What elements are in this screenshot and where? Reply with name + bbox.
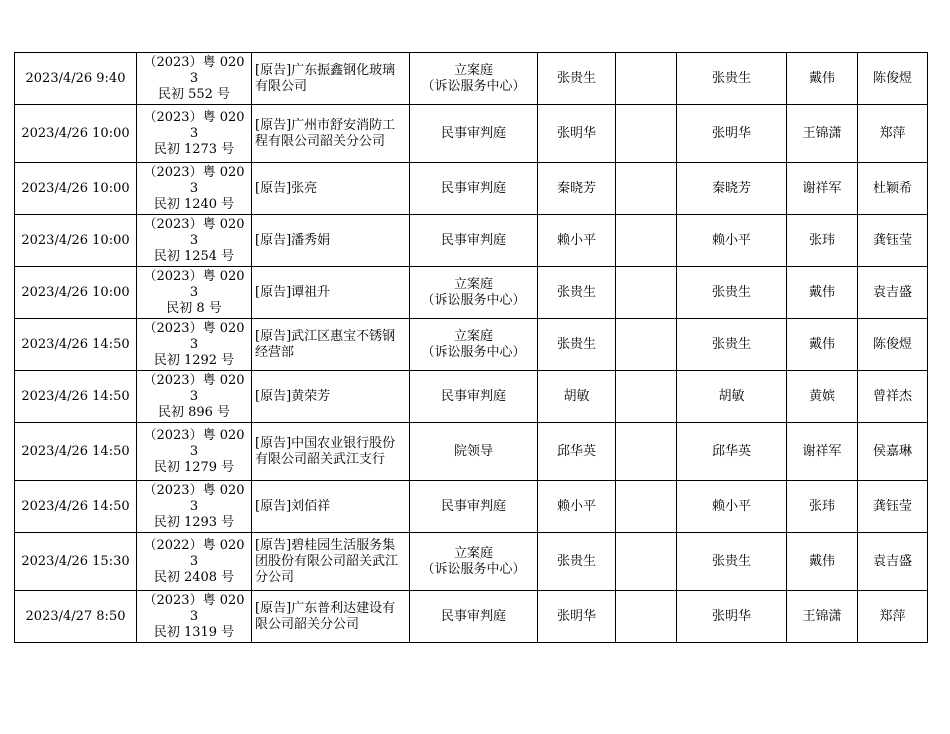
party-cell — [252, 53, 410, 105]
judge-cell — [538, 319, 616, 371]
assistant-name: 袁吉盛 — [872, 553, 912, 569]
party-cell — [252, 591, 410, 643]
assistant-name: 袁吉盛 — [872, 284, 912, 300]
hearing-time-cell — [15, 105, 137, 163]
empty-cell — [616, 591, 677, 643]
hearing-time: 2023/4/26 15:30 — [21, 553, 130, 569]
department-name: 立案庭 — [453, 276, 493, 292]
assistant-cell — [858, 591, 928, 643]
clerk-name: 戴伟 — [808, 284, 835, 300]
assistant-cell — [858, 267, 928, 319]
clerk-name: 张玮 — [808, 498, 835, 514]
assistant-name: 郑萍 — [879, 608, 906, 624]
case-number-suffix: 民初 2408 号 — [153, 569, 235, 585]
department-subname: （诉讼服务中心） — [421, 78, 526, 94]
judge-cell — [538, 481, 616, 533]
department-cell — [410, 215, 538, 267]
department-name: 院领导 — [453, 443, 493, 459]
empty-cell — [616, 163, 677, 215]
presiding-judge-name: 张明华 — [711, 125, 751, 141]
assistant-name: 杜颖希 — [872, 180, 912, 196]
case-number-prefix: （2023）粤 0203 — [143, 320, 245, 352]
assistant-name: 龚钰莹 — [872, 232, 912, 248]
hearing-time-cell — [15, 371, 137, 423]
table-body — [15, 53, 928, 643]
hearing-schedule-table — [14, 52, 928, 643]
presiding-judge-cell — [677, 105, 787, 163]
presiding-judge-cell — [677, 267, 787, 319]
party-name: [原告]谭祖升 — [255, 284, 331, 300]
presiding-judge-name: 张贵生 — [711, 284, 751, 300]
assistant-name: 郑萍 — [879, 125, 906, 141]
clerk-cell — [787, 105, 858, 163]
judge-cell — [538, 423, 616, 481]
hearing-time: 2023/4/26 10:00 — [21, 284, 130, 300]
assistant-cell — [858, 105, 928, 163]
judge-cell — [538, 371, 616, 423]
judge-name: 张贵生 — [556, 553, 596, 569]
assistant-cell — [858, 53, 928, 105]
hearing-time: 2023/4/27 8:50 — [25, 608, 126, 624]
department-cell — [410, 371, 538, 423]
clerk-name: 黄嫔 — [808, 388, 835, 404]
empty-cell — [616, 105, 677, 163]
case-number-cell — [137, 267, 252, 319]
clerk-cell — [787, 267, 858, 319]
judge-name: 张明华 — [556, 608, 596, 624]
judge-name: 张贵生 — [556, 70, 596, 86]
clerk-cell — [787, 423, 858, 481]
assistant-cell — [858, 163, 928, 215]
case-number-cell — [137, 423, 252, 481]
assistant-cell — [858, 533, 928, 591]
judge-name: 张贵生 — [556, 336, 596, 352]
department-name: 立案庭 — [453, 545, 493, 561]
presiding-judge-name: 张明华 — [711, 608, 751, 624]
hearing-time: 2023/4/26 9:40 — [25, 70, 126, 86]
clerk-name: 王锦潇 — [802, 125, 842, 141]
case-number-cell — [137, 591, 252, 643]
party-name: [原告]广州市舒安消防工程有限公司韶关分公司 — [255, 117, 396, 149]
party-cell — [252, 267, 410, 319]
judge-name: 邱华英 — [556, 443, 596, 459]
party-name: [原告]广东振鑫钢化玻璃有限公司 — [255, 62, 396, 94]
department-name: 民事审判庭 — [440, 180, 506, 196]
hearing-time: 2023/4/26 14:50 — [21, 443, 130, 459]
assistant-name: 陈俊煜 — [872, 70, 912, 86]
party-cell — [252, 481, 410, 533]
hearing-time-cell — [15, 163, 137, 215]
case-number-prefix: （2023）粤 0203 — [143, 109, 245, 141]
assistant-cell — [858, 319, 928, 371]
hearing-time-cell — [15, 319, 137, 371]
clerk-cell — [787, 591, 858, 643]
assistant-cell — [858, 215, 928, 267]
department-name: 民事审判庭 — [440, 608, 506, 624]
judge-name: 胡敏 — [563, 388, 590, 404]
department-cell — [410, 319, 538, 371]
empty-cell — [616, 53, 677, 105]
case-number-suffix: 民初 1254 号 — [153, 248, 235, 264]
clerk-cell — [787, 371, 858, 423]
case-number-cell — [137, 105, 252, 163]
hearing-time: 2023/4/26 14:50 — [21, 336, 130, 352]
empty-cell — [616, 215, 677, 267]
case-number-cell — [137, 163, 252, 215]
hearing-time-cell — [15, 591, 137, 643]
presiding-judge-cell — [677, 319, 787, 371]
judge-cell — [538, 215, 616, 267]
department-cell — [410, 533, 538, 591]
empty-cell — [616, 371, 677, 423]
party-name: [原告]武江区惠宝不锈钢经营部 — [255, 328, 396, 360]
presiding-judge-name: 赖小平 — [711, 498, 751, 514]
party-cell — [252, 105, 410, 163]
clerk-name: 戴伟 — [808, 336, 835, 352]
judge-cell — [538, 53, 616, 105]
case-number-prefix: （2023）粤 0203 — [143, 592, 245, 624]
party-cell — [252, 533, 410, 591]
party-name: [原告]广东普利达建设有限公司韶关分公司 — [255, 600, 396, 632]
hearing-time-cell — [15, 215, 137, 267]
presiding-judge-name: 邱华英 — [711, 443, 751, 459]
judge-cell — [538, 163, 616, 215]
presiding-judge-name: 张贵生 — [711, 336, 751, 352]
case-number-prefix: （2023）粤 0203 — [143, 54, 245, 86]
case-number-prefix: （2023）粤 0203 — [143, 268, 245, 300]
table-row — [15, 319, 928, 371]
hearing-time: 2023/4/26 10:00 — [21, 180, 130, 196]
judge-cell — [538, 533, 616, 591]
hearing-time-cell — [15, 533, 137, 591]
table-row — [15, 481, 928, 533]
department-name: 民事审判庭 — [440, 125, 506, 141]
case-number-prefix: （2023）粤 0203 — [143, 164, 245, 196]
empty-cell — [616, 423, 677, 481]
case-number-cell — [137, 533, 252, 591]
case-number-suffix: 民初 8 号 — [166, 300, 222, 316]
clerk-cell — [787, 53, 858, 105]
assistant-name: 龚钰莹 — [872, 498, 912, 514]
case-number-cell — [137, 53, 252, 105]
case-number-prefix: （2023）粤 0203 — [143, 482, 245, 514]
case-number-prefix: （2022）粤 0203 — [143, 537, 245, 569]
clerk-name: 谢祥军 — [802, 180, 842, 196]
case-number-cell — [137, 371, 252, 423]
hearing-time-cell — [15, 423, 137, 481]
department-name: 民事审判庭 — [440, 498, 506, 514]
judge-name: 张明华 — [556, 125, 596, 141]
empty-cell — [616, 533, 677, 591]
party-cell — [252, 371, 410, 423]
hearing-time-cell — [15, 481, 137, 533]
empty-cell — [616, 319, 677, 371]
presiding-judge-cell — [677, 371, 787, 423]
clerk-cell — [787, 533, 858, 591]
presiding-judge-cell — [677, 423, 787, 481]
case-number-suffix: 民初 1292 号 — [153, 352, 235, 368]
clerk-cell — [787, 163, 858, 215]
hearing-time: 2023/4/26 14:50 — [21, 498, 130, 514]
case-number-suffix: 民初 1273 号 — [153, 141, 235, 157]
judge-cell — [538, 105, 616, 163]
table-row — [15, 423, 928, 481]
department-cell — [410, 267, 538, 319]
judge-cell — [538, 267, 616, 319]
department-cell — [410, 53, 538, 105]
presiding-judge-cell — [677, 481, 787, 533]
case-number-cell — [137, 319, 252, 371]
presiding-judge-cell — [677, 163, 787, 215]
assistant-cell — [858, 371, 928, 423]
judge-name: 秦晓芳 — [556, 180, 596, 196]
judge-name: 赖小平 — [556, 232, 596, 248]
department-cell — [410, 591, 538, 643]
case-number-suffix: 民初 1279 号 — [153, 459, 235, 475]
party-cell — [252, 319, 410, 371]
presiding-judge-cell — [677, 591, 787, 643]
assistant-name: 侯嘉琳 — [872, 443, 912, 459]
party-cell — [252, 215, 410, 267]
clerk-name: 王锦潇 — [802, 608, 842, 624]
table-row — [15, 591, 928, 643]
department-cell — [410, 105, 538, 163]
presiding-judge-cell — [677, 53, 787, 105]
clerk-cell — [787, 215, 858, 267]
department-name: 立案庭 — [453, 62, 493, 78]
table-row — [15, 533, 928, 591]
case-number-prefix: （2023）粤 0203 — [143, 216, 245, 248]
presiding-judge-cell — [677, 533, 787, 591]
judge-cell — [538, 591, 616, 643]
case-number-suffix: 民初 552 号 — [157, 86, 231, 102]
department-subname: （诉讼服务中心） — [421, 344, 526, 360]
assistant-cell — [858, 481, 928, 533]
assistant-name: 曾祥杰 — [872, 388, 912, 404]
presiding-judge-name: 胡敏 — [718, 388, 745, 404]
table-row — [15, 215, 928, 267]
hearing-time: 2023/4/26 14:50 — [21, 388, 130, 404]
hearing-time: 2023/4/26 10:00 — [21, 125, 130, 141]
presiding-judge-name: 赖小平 — [711, 232, 751, 248]
department-name: 民事审判庭 — [440, 388, 506, 404]
table-row — [15, 371, 928, 423]
department-name: 民事审判庭 — [440, 232, 506, 248]
hearing-time-cell — [15, 267, 137, 319]
clerk-name: 谢祥军 — [802, 443, 842, 459]
case-number-suffix: 民初 1240 号 — [153, 196, 235, 212]
case-number-prefix: （2023）粤 0203 — [143, 372, 245, 404]
clerk-name: 戴伟 — [808, 70, 835, 86]
judge-name: 张贵生 — [556, 284, 596, 300]
party-name: [原告]刘佰祥 — [255, 498, 331, 514]
department-cell — [410, 163, 538, 215]
department-name: 立案庭 — [453, 328, 493, 344]
assistant-name: 陈俊煜 — [872, 336, 912, 352]
presiding-judge-name: 秦晓芳 — [711, 180, 751, 196]
clerk-cell — [787, 319, 858, 371]
party-name: [原告]张亮 — [255, 180, 318, 196]
party-cell — [252, 163, 410, 215]
table-row — [15, 53, 928, 105]
case-number-prefix: （2023）粤 0203 — [143, 427, 245, 459]
table-row — [15, 163, 928, 215]
table-row — [15, 105, 928, 163]
party-cell — [252, 423, 410, 481]
department-cell — [410, 481, 538, 533]
assistant-cell — [858, 423, 928, 481]
hearing-time-cell — [15, 53, 137, 105]
department-cell — [410, 423, 538, 481]
clerk-name: 张玮 — [808, 232, 835, 248]
presiding-judge-name: 张贵生 — [711, 553, 751, 569]
case-number-suffix: 民初 1319 号 — [153, 624, 235, 640]
presiding-judge-cell — [677, 215, 787, 267]
clerk-name: 戴伟 — [808, 553, 835, 569]
presiding-judge-name: 张贵生 — [711, 70, 751, 86]
empty-cell — [616, 267, 677, 319]
table-row — [15, 267, 928, 319]
party-name: [原告]黄荣芳 — [255, 388, 331, 404]
party-name: [原告]潘秀娟 — [255, 232, 331, 248]
hearing-time: 2023/4/26 10:00 — [21, 232, 130, 248]
case-number-suffix: 民初 1293 号 — [153, 514, 235, 530]
judge-name: 赖小平 — [556, 498, 596, 514]
department-subname: （诉讼服务中心） — [421, 292, 526, 308]
empty-cell — [616, 481, 677, 533]
case-number-cell — [137, 481, 252, 533]
clerk-cell — [787, 481, 858, 533]
case-number-suffix: 民初 896 号 — [157, 404, 231, 420]
department-subname: （诉讼服务中心） — [421, 561, 526, 577]
case-number-cell — [137, 215, 252, 267]
party-name: [原告]中国农业银行股份有限公司韶关武江支行 — [255, 435, 396, 467]
party-name: [原告]碧桂园生活服务集团股份有限公司韶关武江分公司 — [255, 537, 399, 585]
